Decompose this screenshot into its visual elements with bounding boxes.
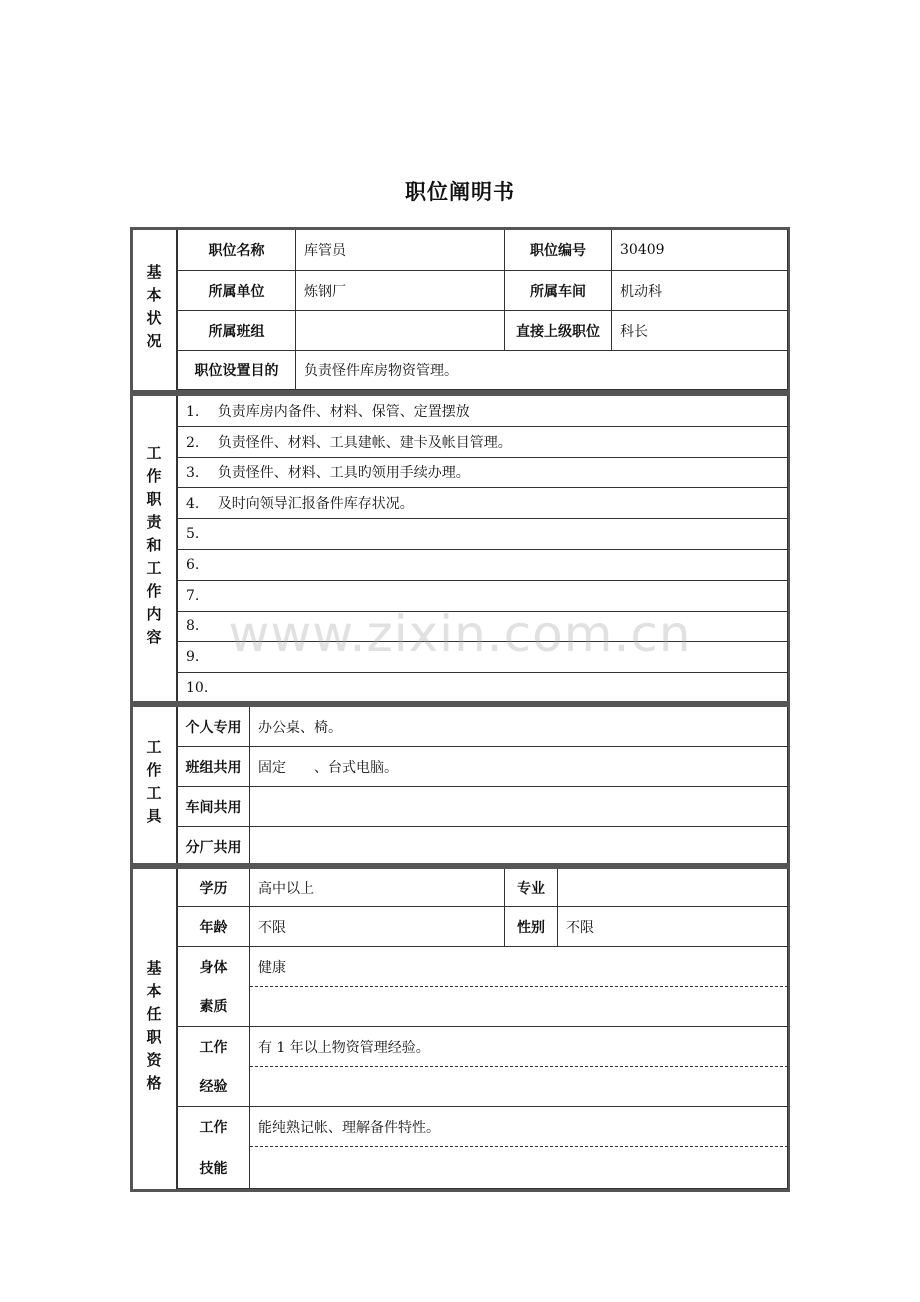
purpose-label: 职位设置目的	[178, 351, 296, 390]
physical-value: 健康	[250, 947, 788, 987]
superior-label: 直接上级职位	[505, 311, 612, 351]
tools-side-label: 工作工具	[130, 704, 178, 866]
job-name-label: 职位名称	[178, 230, 296, 271]
experience-label-line1: 工作	[199, 1039, 228, 1056]
qualification-side-label: 基本任职资格	[130, 866, 178, 1192]
team-value	[296, 311, 505, 351]
experience-value-line2	[250, 1067, 788, 1107]
tool-label: 分厂共用	[178, 827, 250, 867]
physical-label-line1: 身体	[199, 959, 228, 976]
age-value: 不限	[250, 907, 505, 947]
watermark: www.zixin.com.cn	[228, 605, 692, 663]
skill-label-line1: 工作	[199, 1120, 228, 1137]
age-label: 年龄	[178, 907, 250, 947]
duty-item: 5.	[178, 519, 788, 550]
superior-value: 科长	[612, 311, 788, 351]
qualification-section	[130, 866, 790, 1192]
experience-label-line2: 经验	[199, 1079, 228, 1096]
workshop-label: 所属车间	[505, 271, 612, 311]
experience-label	[178, 1027, 250, 1107]
duty-item: 3. 负责怪件、材料、工具旳领用手续办理。	[178, 458, 788, 489]
duty-item: 6.	[178, 550, 788, 581]
team-label: 所属班组	[178, 311, 296, 351]
duty-item: 7.	[178, 581, 788, 612]
unit-value: 炼钢厂	[296, 271, 505, 311]
purpose-value: 负责怪件库房物资管理。	[296, 351, 788, 390]
skill-value: 能纯熟记帐、理解备件特性。	[250, 1107, 788, 1147]
major-value	[558, 869, 788, 907]
gender-value: 不限	[558, 907, 788, 947]
tool-value: 固定 、台式电脑。	[250, 747, 788, 787]
duty-item: 1. 负责库房内备件、材料、保管、定置摆放	[178, 396, 788, 427]
physical-value-line2	[250, 987, 788, 1027]
skill-label	[178, 1107, 250, 1189]
tool-label: 车间共用	[178, 787, 250, 827]
basic-info-section	[130, 227, 790, 393]
tool-label: 个人专用	[178, 707, 250, 747]
duty-item: 9.	[178, 642, 788, 673]
tool-value	[250, 787, 788, 827]
duty-item: 10.	[178, 673, 788, 704]
tools-section	[130, 704, 790, 866]
job-name-value: 库管员	[296, 230, 505, 271]
document-title: 职位阐明书	[405, 180, 515, 204]
physical-label-line2: 素质	[199, 999, 228, 1016]
unit-label: 所属单位	[178, 271, 296, 311]
duty-item: 8.	[178, 612, 788, 643]
basic-info-side-label: 基本状况	[130, 227, 178, 393]
duties-section	[130, 393, 790, 704]
workshop-value: 机动科	[612, 271, 788, 311]
duty-item: 4. 及时向领导汇报备件库存状况。	[178, 488, 788, 519]
duty-item: 2. 负责怪件、材料、工具建帐、建卡及帐目管理。	[178, 427, 788, 458]
education-value: 高中以上	[250, 869, 505, 907]
experience-value: 有 1 年以上物资管理经验。	[250, 1027, 788, 1067]
education-label: 学历	[178, 869, 250, 907]
skill-value-line2	[250, 1147, 788, 1189]
major-label: 专业	[505, 869, 558, 907]
physical-label	[178, 947, 250, 1027]
duties-side-label: 工作职责和工作内容	[130, 393, 178, 704]
job-no-label: 职位编号	[505, 230, 612, 271]
tool-value	[250, 827, 788, 867]
tool-value: 办公桌、椅。	[250, 707, 788, 747]
tool-label: 班组共用	[178, 747, 250, 787]
job-no-value: 30409	[612, 230, 788, 271]
skill-label-line2: 技能	[199, 1160, 228, 1177]
gender-label: 性别	[505, 907, 558, 947]
